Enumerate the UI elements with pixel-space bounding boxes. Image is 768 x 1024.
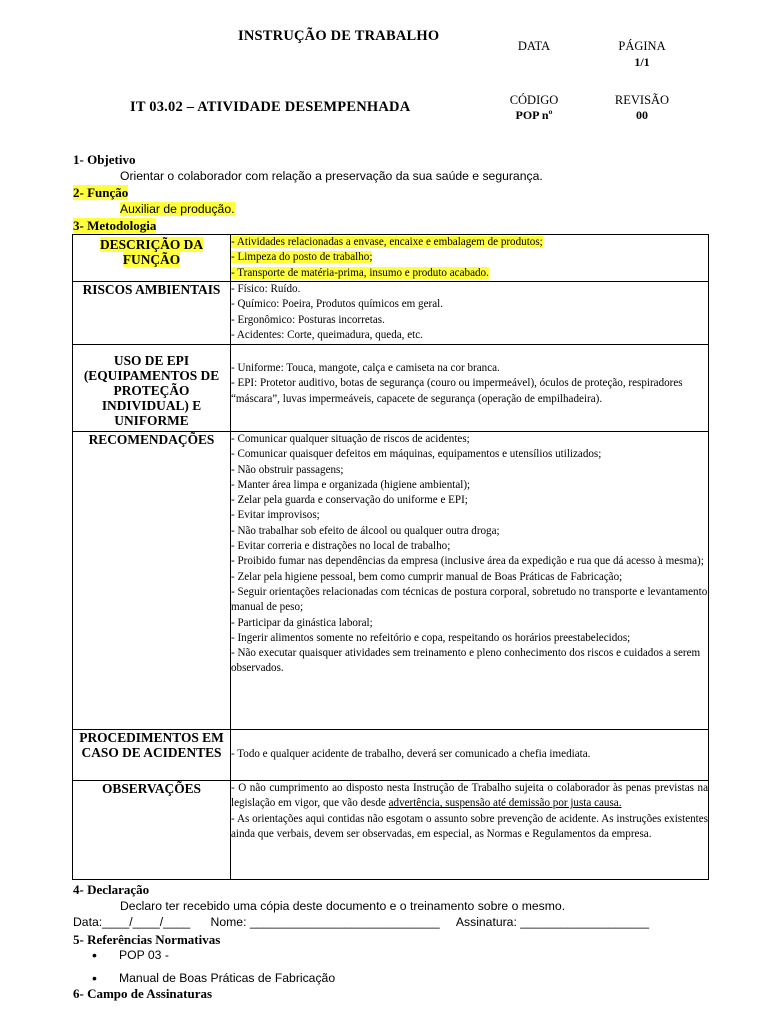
list-item: - Não executar quaisquer atividades sem treinamento e pleno conhecimento dos riscos e cuidados a serem observados. (231, 647, 701, 675)
riscos-label: RISCOS AMBIENTAIS (73, 282, 231, 345)
list-item: - Ingerir alimentos somente no refeitório e copa, respeitando os horários preestabelecidos; (231, 631, 631, 644)
list-item: - EPI: Protetor auditivo, botas de segurança (couro ou impermeável), óculos de proteção, respiradores “máscara”, luvas impermeáveis, capacete de segurança (operação de empilhadeira). (231, 377, 683, 405)
declaracao-title: 4- Declaração (73, 882, 150, 897)
list-item: - Ergonômico: Posturas incorretas. (231, 313, 385, 326)
list-item: - Comunicar quaisquer defeitos em máquinas, equipamentos e utensílios utilizados; (231, 448, 602, 461)
list-item: • Manual de Boas Práticas de Fabricação (92, 971, 335, 994)
list-item: - Acidentes: Corte, queimadura, queda, etc. (231, 328, 423, 341)
funcao-title: 2- Função (73, 185, 129, 200)
observacoes-paragraph-2: - As orientações aqui contidas não esgotam o assunto sobre prevenção de acidente. As instruções existentes ainda que verbais, devem ser observadas, em especial, as Normas e Regulamentos da empresa. (231, 812, 708, 840)
table-row (73, 781, 709, 880)
pagina-value: 1/1 (634, 55, 650, 69)
list-item: - Manter área limpa e organizada (higiene ambiental); (231, 478, 471, 491)
epi-label: USO DE EPI (EQUIPAMENTOS DE PROTEÇÃO INDIVIDUAL) E UNIFORME (73, 345, 231, 432)
list-item: - Químico: Poeira, Produtos químicos em geral. (231, 298, 443, 311)
objetivo-text: Orientar o colaborador com relação a preservação da sua saúde e segurança. (120, 169, 543, 183)
assinaturas-title: 6- Campo de Assinaturas (73, 986, 213, 1001)
table-row (73, 730, 709, 781)
list-item: - Físico: Ruído. (231, 283, 301, 295)
list-item: - Proibido fumar nas dependências da empresa (inclusive área da expedição e rua que dá acesso à mesma); (231, 555, 704, 568)
list-item: - Atividades relacionadas a envase, encaixe e embalagem de produtos; (231, 236, 543, 248)
descricao-content (231, 235, 709, 282)
objetivo-title: 1- Objetivo (73, 152, 136, 167)
observacoes-label: OBSERVAÇÕES (73, 781, 231, 880)
list-item: - Transporte de matéria-prima, insumo e produto acabado. (231, 266, 489, 279)
observacoes-paragraph-1: - O não cumprimento ao disposto nesta Instrução de Trabalho sujeita o colaborador às penas previstas na legislação em vigor, que vão desde (231, 782, 708, 810)
list-item: - Comunicar qualquer situação de riscos de acidentes; (231, 433, 470, 445)
list-item: - Participar da ginástica laboral; (231, 616, 373, 629)
declaracao-text: Declaro ter recebido uma cópia deste documento e o treinamento sobre o mesmo. (120, 899, 566, 913)
list-item: - Seguir orientações relacionadas com técnicas de postura corporal, sobretudo no transporte e levantamento manual de peso; (231, 585, 708, 614)
descricao-label-cell (73, 235, 231, 282)
codigo-label: CÓDIGO (509, 93, 559, 107)
epi-content (231, 345, 709, 432)
list-item: - Uniforme: Touca, mangote, calça e camiseta na cor branca. (231, 362, 500, 374)
list-item: - Zelar pela guarda e conservação do uniforme e EPI; (231, 494, 468, 507)
list-item: - Evitar correria e distrações no local de trabalho; (231, 540, 451, 553)
pagina-label: PÁGINA (618, 39, 666, 53)
table-row (73, 345, 709, 432)
metodologia-table (72, 234, 709, 880)
descricao-label: DESCRIÇÃO DA FUNÇÃO (99, 237, 204, 267)
declaracao-fields: Data:____/____/____ Nome: ____________________________ Assinatura: ___________________ (73, 915, 650, 929)
table-row (73, 432, 709, 730)
revisao-label: REVISÃO (614, 93, 670, 107)
list-item: - Não obstruir passagens; (231, 463, 344, 476)
list-item: - Não trabalhar sob efeito de álcool ou qualquer outra droga; (231, 524, 500, 537)
table-row (73, 282, 709, 345)
list-item: • POP 03 - (92, 948, 335, 971)
referencias-title: 5- Referências Normativas (73, 932, 221, 947)
revisao-value: 00 (636, 108, 648, 122)
document-subtitle: IT 03.02 – ATIVIDADE DESEMPENHADA (130, 99, 411, 115)
recomendacoes-content (231, 432, 709, 730)
observacoes-content (231, 781, 709, 880)
funcao-text: Auxiliar de produção. (120, 202, 235, 216)
codigo-value: POP nº (515, 108, 553, 122)
document-title: INSTRUÇÃO DE TRABALHO (238, 28, 440, 44)
data-label: DATA (517, 39, 551, 53)
recomendacoes-label: RECOMENDAÇÕES (73, 432, 231, 730)
list-item: - Evitar improvisos; (231, 509, 320, 522)
list-item: - Zelar pela higiene pessoal, bem como cumprir manual de Boas Práticas de Fabricação; (231, 570, 623, 583)
list-item: - Limpeza do posto de trabalho; (231, 251, 373, 264)
procedimentos-label: PROCEDIMENTOS EM CASO DE ACIDENTES (73, 730, 231, 781)
observacoes-penalties: advertência, suspensão até demissão por justa causa. (388, 797, 622, 810)
table-row (73, 235, 709, 282)
riscos-content (231, 282, 709, 345)
procedimentos-content (231, 730, 709, 781)
metodologia-title: 3- Metodologia (73, 218, 157, 233)
list-item: - Todo e qualquer acidente de trabalho, deverá ser comunicado a chefia imediata. (231, 748, 591, 761)
